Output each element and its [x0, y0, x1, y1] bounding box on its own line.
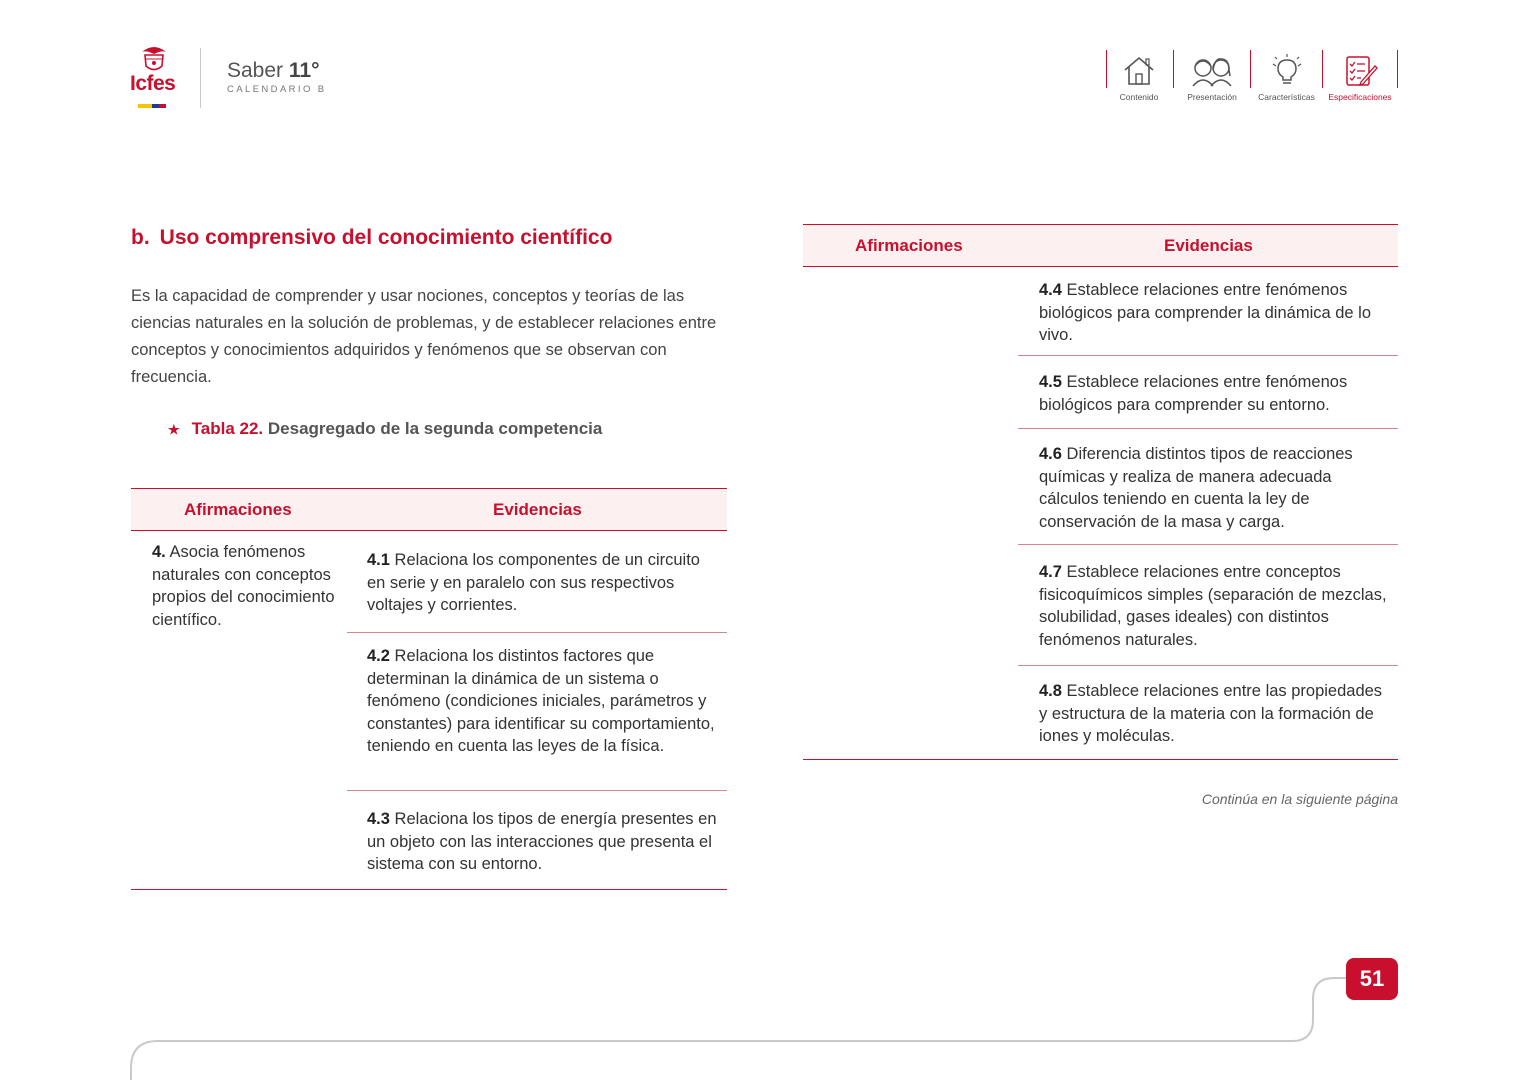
continues-note: Continúa en la siguiente página	[1201, 791, 1398, 807]
page-number: 51	[1346, 958, 1398, 1000]
nav-label: Características	[1258, 92, 1315, 102]
evidence-number: 4.3	[367, 810, 390, 828]
nav-label: Contenido	[1119, 92, 1159, 102]
table-number: Tabla 22.	[191, 419, 264, 438]
evidence-number: 4.4	[1039, 281, 1062, 299]
exam-grade: 11°	[288, 59, 320, 82]
nav-label: Presentación	[1187, 92, 1237, 102]
evidence-text: Establece relaciones entre fenómenos biológicos para comprender la dinámica de lo vivo.	[1039, 281, 1372, 344]
table-caption-text: Desagregado de la segunda competencia	[267, 419, 603, 438]
header-afirmaciones: Afirmaciones	[855, 236, 963, 255]
header-afirmaciones: Afirmaciones	[184, 500, 292, 519]
evidence-text: Establece relaciones entre fenómenos biológicos para comprender su entorno.	[1039, 373, 1348, 414]
evidence-text: Relaciona los distintos factores que determinan la dinámica de un sistema o fenómeno (condiciones iniciales, parámetros y constantes) para identificar su comportamiento, teniendo en cuenta las leyes de la física.	[367, 647, 715, 755]
section-letter: b.	[131, 226, 150, 249]
header-evidencias: Evidencias	[493, 500, 582, 519]
evidence-number: 4.7	[1039, 563, 1062, 581]
star-icon: ★	[168, 422, 180, 437]
evidence-number: 4.2	[367, 647, 390, 665]
calendar-label: CALENDARIO B	[227, 84, 327, 95]
affirmation-number: 4.	[152, 543, 166, 561]
evidence-text: Establece relaciones entre las propiedades y estructura de la materia con la formación de iones y moléculas.	[1039, 682, 1383, 745]
section-paragraph: Es la capacidad de comprender y usar nociones, conceptos y teorías de las ciencias naturales en la solución de problemas, y de establecer relaciones entre conceptos y conocimientos adquiridos y fenómenos que se observan con frecuencia.	[131, 287, 717, 386]
section-title-text: Uso comprensivo del conocimiento científico	[159, 226, 613, 249]
evidence-number: 4.8	[1039, 682, 1062, 700]
evidence-text: Establece relaciones entre conceptos fisicoquímicos simples (separación de mezclas, solubilidad, gases ideales) con distintos fenómenos naturales.	[1039, 563, 1387, 649]
evidence-text: Relaciona los tipos de energía presentes en un objeto con las interacciones que presenta el sistema con su entorno.	[367, 810, 717, 873]
affirmation-text: Asocia fenómenos naturales con conceptos propios del conocimiento científico.	[152, 543, 335, 629]
logo-text: Icfes	[130, 72, 176, 95]
evidence-number: 4.1	[367, 551, 390, 569]
nav-label: Especificaciones	[1328, 92, 1392, 102]
evidence-number: 4.6	[1039, 445, 1062, 463]
evidence-number: 4.5	[1039, 373, 1062, 391]
exam-title-label: Saber	[227, 59, 284, 82]
header-evidencias: Evidencias	[1164, 236, 1253, 255]
evidence-text: Diferencia distintos tipos de reacciones químicas y realiza de manera adecuada cálculos teniendo en cuenta la ley de conservación de la masa y carga.	[1039, 445, 1353, 531]
evidence-text: Relaciona los componentes de un circuito en serie y en paralelo con sus respectivos voltajes y corrientes.	[367, 551, 700, 614]
